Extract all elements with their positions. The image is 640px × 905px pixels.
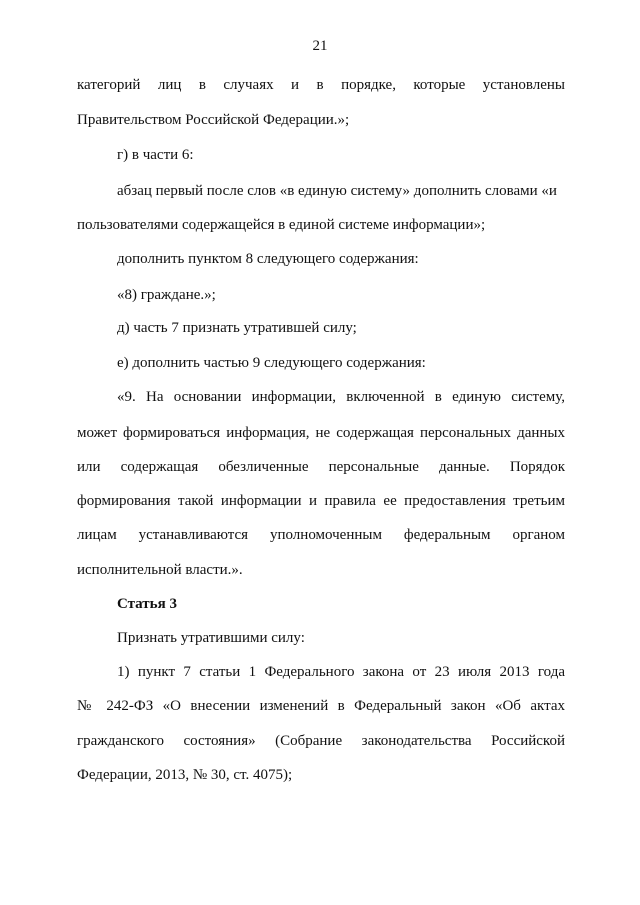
text-line: или содержащая обезличенные персональные данные. Порядок: [77, 459, 565, 475]
text-line: дополнить пунктом 8 следующего содержания:: [117, 251, 419, 267]
text-line: абзац первый после слов «в единую систему» дополнить словами «и: [117, 183, 557, 199]
text-line: пользователями содержащейся в единой системе информации»;: [77, 217, 486, 233]
text-line: может формироваться информация, не содержащая персональных данных: [77, 425, 565, 441]
text-line: Федерации, 2013, № 30, ст. 4075);: [77, 767, 293, 783]
article-heading: Статья 3: [117, 596, 177, 612]
page-number: 21: [312, 38, 328, 54]
text-line: Признать утратившими силу:: [117, 630, 305, 646]
text-line: 1) пункт 7 статьи 1 Федерального закона от 23 июля 2013 года: [117, 664, 565, 680]
text-line: «9. На основании информации, включенной в единую систему,: [117, 389, 565, 405]
text-line: № 242-ФЗ «О внесении изменений в Федеральный закон «Об актах: [77, 698, 565, 714]
text-line: гражданского состояния» (Собрание законодательства Российской: [77, 733, 565, 749]
text-line: лицам устанавливаются уполномоченным федеральным органом: [77, 527, 565, 543]
text-line: категорий лиц в случаях и в порядке, которые установлены: [77, 77, 565, 93]
text-line: «8) граждане.»;: [117, 287, 216, 303]
text-line: д) часть 7 признать утратившей силу;: [117, 320, 357, 336]
text-line: Правительством Российской Федерации.»;: [77, 112, 350, 128]
text-line: формирования такой информации и правила ее предоставления третьим: [77, 493, 565, 509]
text-line: г) в части 6:: [117, 147, 194, 163]
text-line: е) дополнить частью 9 следующего содержания:: [117, 355, 426, 371]
text-line: исполнительной власти.».: [77, 562, 243, 578]
